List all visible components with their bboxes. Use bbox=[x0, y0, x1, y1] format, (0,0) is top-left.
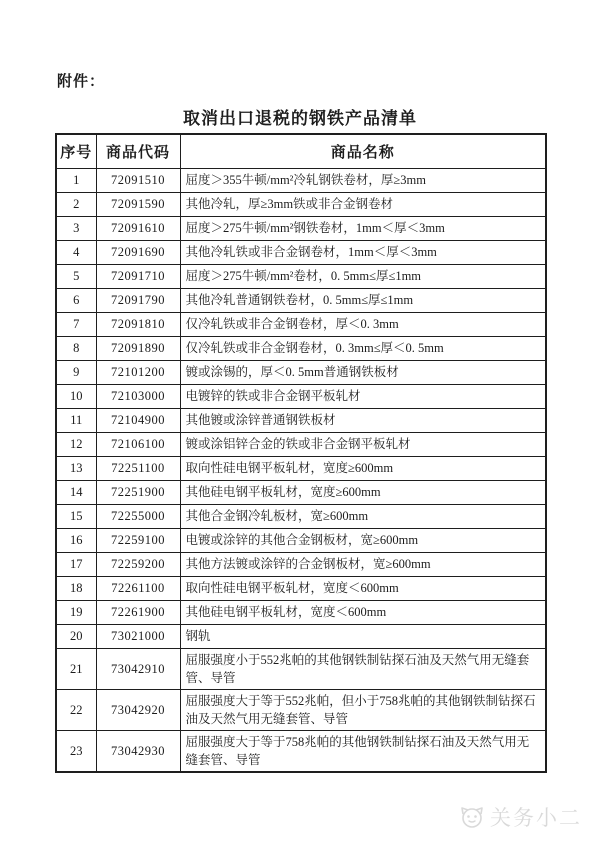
watermark-text: 关务小二 bbox=[490, 807, 582, 830]
table-row bbox=[56, 264, 546, 288]
cell-code: 72091690 bbox=[96, 240, 180, 264]
table-row bbox=[56, 624, 546, 648]
cell-code: 72091510 bbox=[96, 168, 180, 192]
header-name: 商品名称 bbox=[180, 134, 546, 168]
cell-name: 屈服强度大于等于758兆帕的其他钢铁制钻探石油及天然气用无缝套管、导管 bbox=[180, 731, 546, 773]
cell-name: 屈度＞275牛顿/mm²钢铁卷材，1mm＜厚＜3mm bbox=[180, 216, 546, 240]
table-row bbox=[56, 648, 546, 689]
table-row bbox=[56, 216, 546, 240]
cell-name: 取向性硅电钢平板轧材，宽度＜600mm bbox=[180, 576, 546, 600]
cell-no: 16 bbox=[56, 528, 96, 552]
cell-code: 72101200 bbox=[96, 360, 180, 384]
cell-no: 11 bbox=[56, 408, 96, 432]
cell-name: 其他冷轧，厚≥3mm铁或非合金钢卷材 bbox=[180, 192, 546, 216]
cell-name: 屈度＞275牛顿/mm²卷材，0. 5mm≤厚≤1mm bbox=[180, 264, 546, 288]
cell-name: 屈服强度大于等于552兆帕，但小于758兆帕的其他钢铁制钻探石油及天然气用无缝套管、导管 bbox=[180, 689, 546, 730]
cell-code: 72091890 bbox=[96, 336, 180, 360]
cell-name: 其他硅电钢平板轧材，宽度＜600mm bbox=[180, 600, 546, 624]
cell-no: 22 bbox=[56, 689, 96, 730]
cell-name: 屈服强度小于552兆帕的其他钢铁制钻探石油及天然气用无缝套管、导管 bbox=[180, 648, 546, 689]
attachment-label: 附件： bbox=[57, 74, 106, 90]
cell-no: 7 bbox=[56, 312, 96, 336]
cell-name: 其他冷轧普通钢铁卷材，0. 5mm≤厚≤1mm bbox=[180, 288, 546, 312]
cell-name: 仅冷轧铁或非合金钢卷材，厚＜0. 3mm bbox=[180, 312, 546, 336]
cell-name: 钢轨 bbox=[180, 624, 546, 648]
cell-no: 2 bbox=[56, 192, 96, 216]
cell-code: 72091790 bbox=[96, 288, 180, 312]
cell-code: 72259100 bbox=[96, 528, 180, 552]
cell-no: 6 bbox=[56, 288, 96, 312]
page-title: 取消出口退税的钢铁产品清单 bbox=[183, 109, 417, 128]
cell-code: 73042930 bbox=[96, 731, 180, 773]
watermark bbox=[459, 802, 582, 832]
cell-code: 72261900 bbox=[96, 600, 180, 624]
table-row bbox=[56, 312, 546, 336]
cell-code: 72251100 bbox=[96, 456, 180, 480]
cell-name: 电镀或涂锌的其他合金钢板材，宽≥600mm bbox=[180, 528, 546, 552]
table-row bbox=[56, 689, 546, 730]
cat-face-icon bbox=[459, 804, 485, 830]
table-row bbox=[56, 384, 546, 408]
table-row bbox=[56, 528, 546, 552]
cell-code: 72091810 bbox=[96, 312, 180, 336]
cell-name: 电镀锌的铁或非合金钢平板轧材 bbox=[180, 384, 546, 408]
table-row bbox=[56, 456, 546, 480]
cell-name: 其他冷轧铁或非合金钢卷材，1mm＜厚＜3mm bbox=[180, 240, 546, 264]
table-row bbox=[56, 432, 546, 456]
cell-name: 其他方法镀或涂锌的合金钢板材，宽≥600mm bbox=[180, 552, 546, 576]
cell-no: 12 bbox=[56, 432, 96, 456]
cell-no: 9 bbox=[56, 360, 96, 384]
cell-code: 72091590 bbox=[96, 192, 180, 216]
table-row bbox=[56, 408, 546, 432]
cell-name: 其他硅电钢平板轧材，宽度≥600mm bbox=[180, 480, 546, 504]
cell-no: 1 bbox=[56, 168, 96, 192]
cell-name: 取向性硅电钢平板轧材，宽度≥600mm bbox=[180, 456, 546, 480]
table-row bbox=[56, 480, 546, 504]
table-row bbox=[56, 240, 546, 264]
cell-no: 14 bbox=[56, 480, 96, 504]
table-row bbox=[56, 576, 546, 600]
table-row bbox=[56, 504, 546, 528]
table-row bbox=[56, 168, 546, 192]
table-row bbox=[56, 552, 546, 576]
cell-name: 镀或涂铝锌合金的铁或非合金钢平板轧材 bbox=[180, 432, 546, 456]
cell-no: 20 bbox=[56, 624, 96, 648]
cell-code: 72259200 bbox=[96, 552, 180, 576]
cell-code: 73042910 bbox=[96, 648, 180, 689]
cell-no: 13 bbox=[56, 456, 96, 480]
cell-no: 10 bbox=[56, 384, 96, 408]
table-row bbox=[56, 336, 546, 360]
cell-no: 15 bbox=[56, 504, 96, 528]
cell-no: 8 bbox=[56, 336, 96, 360]
product-table-header bbox=[56, 134, 546, 168]
cell-code: 72261100 bbox=[96, 576, 180, 600]
cell-name: 屈度＞355牛顿/mm²冷轧钢铁卷材，厚≥3mm bbox=[180, 168, 546, 192]
cell-code: 72091710 bbox=[96, 264, 180, 288]
cell-no: 3 bbox=[56, 216, 96, 240]
cell-code: 72104900 bbox=[96, 408, 180, 432]
cell-no: 5 bbox=[56, 264, 96, 288]
header-no: 序号 bbox=[56, 134, 96, 168]
table-row bbox=[56, 600, 546, 624]
table-row bbox=[56, 360, 546, 384]
cell-name: 其他镀或涂锌普通钢铁板材 bbox=[180, 408, 546, 432]
cell-no: 17 bbox=[56, 552, 96, 576]
cell-no: 21 bbox=[56, 648, 96, 689]
product-table-body bbox=[56, 168, 546, 772]
cell-code: 72091610 bbox=[96, 216, 180, 240]
cell-code: 72106100 bbox=[96, 432, 180, 456]
table-row bbox=[56, 731, 546, 773]
table-row bbox=[56, 192, 546, 216]
cell-name: 其他合金钢冷轧板材，宽≥600mm bbox=[180, 504, 546, 528]
cell-no: 18 bbox=[56, 576, 96, 600]
cell-code: 72103000 bbox=[96, 384, 180, 408]
header-row bbox=[56, 134, 546, 168]
cell-code: 73021000 bbox=[96, 624, 180, 648]
cell-code: 73042920 bbox=[96, 689, 180, 730]
product-table bbox=[55, 133, 547, 773]
cell-name: 仅冷轧铁或非合金钢卷材，0. 3mm≤厚＜0. 5mm bbox=[180, 336, 546, 360]
cell-code: 72251900 bbox=[96, 480, 180, 504]
cell-name: 镀或涂锡的，厚＜0. 5mm普通钢铁板材 bbox=[180, 360, 546, 384]
cell-no: 4 bbox=[56, 240, 96, 264]
cell-no: 23 bbox=[56, 731, 96, 773]
cell-code: 72255000 bbox=[96, 504, 180, 528]
table-row bbox=[56, 288, 546, 312]
cell-no: 19 bbox=[56, 600, 96, 624]
header-code: 商品代码 bbox=[96, 134, 180, 168]
